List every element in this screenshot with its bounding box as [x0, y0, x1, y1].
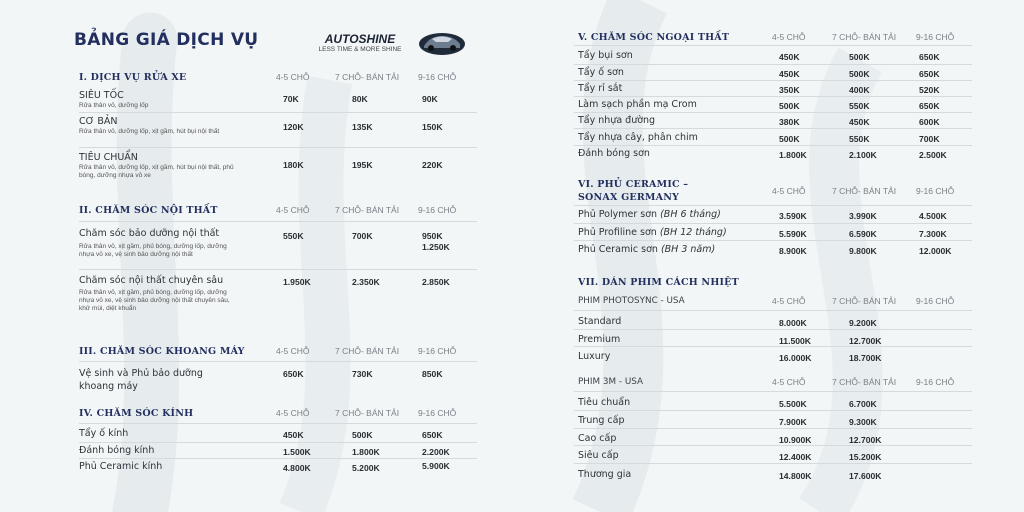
item-name: SIÊU TỐC: [79, 90, 124, 101]
col-head-4-5: 4-5 CHỖ: [276, 408, 310, 418]
item-name: Tiêu chuẩn: [578, 397, 631, 408]
row-divider: [574, 310, 972, 311]
item-name: Cao cấp: [578, 433, 617, 444]
price-7: 2.100K: [849, 150, 877, 160]
col-head-9-16: 9-16 CHỖ: [418, 205, 457, 215]
price-9-16: 90K: [422, 94, 438, 104]
col-head-4-5: 4-5 CHỖ: [772, 32, 806, 42]
price-9-16: 2.200K: [422, 447, 450, 457]
row-divider: [574, 410, 972, 411]
section-title-glass: IV. CHĂM SÓC KÍNH: [79, 408, 194, 419]
price-4-5: 8.000K: [779, 318, 807, 328]
item-name: Đánh bóng sơn: [578, 148, 650, 159]
col-head-7: 7 CHỖ- BÁN TẢI: [335, 205, 400, 215]
row-divider: [79, 269, 477, 270]
price-7: 18.700K: [849, 353, 882, 363]
row-divider: [574, 112, 972, 113]
item-name: Vệ sinh và Phủ bảo dưỡng khoang máy: [79, 368, 203, 392]
item-desc: Rửa thân vỏ, dưỡng lốp, xịt gầm, hút bụi nội thất: [79, 128, 220, 135]
price-4-5: 5.590K: [779, 229, 807, 239]
item-name: Chăm sóc bảo dưỡng nội thất: [79, 228, 220, 239]
price-9-16: 600K: [919, 117, 940, 127]
price-7: 730K: [352, 369, 373, 379]
warranty-note: (BH 12 tháng): [659, 227, 727, 238]
col-head-7: 7 CHỖ- BÁN TẢI: [335, 408, 400, 418]
item-name-text: Phủ Polymer sơn: [578, 209, 658, 220]
row-divider: [574, 145, 972, 146]
item-name: Đánh bóng kính: [79, 445, 155, 456]
price-4-5: 70K: [283, 94, 299, 104]
section-title-interior: II. CHĂM SÓC NỘI THẤT: [79, 205, 218, 216]
section-title-ceramic: VI. PHỦ CERAMIC –: [578, 179, 689, 190]
price-7: 15.200K: [849, 452, 882, 462]
section-title-ceramic-brand: SONAX GERMANY: [578, 192, 680, 203]
col-head-9-16: 9-16 CHỖ: [418, 346, 457, 356]
col-head-4-5: 4-5 CHỖ: [276, 72, 310, 82]
price-9-16: 650K: [919, 101, 940, 111]
item-name: Tẩy ố sơn: [578, 67, 624, 78]
item-name: [578, 227, 727, 238]
price-7: 17.600K: [849, 471, 882, 481]
warranty-note: (BH 3 năm): [660, 244, 716, 255]
item-name: CƠ BẢN: [79, 116, 118, 127]
price-9-16: 950K: [422, 231, 443, 241]
item-name: Tẩy nhựa cây, phân chim: [578, 132, 698, 143]
price-9-16: 850K: [422, 369, 443, 379]
price-4-5: 7.900K: [779, 417, 807, 427]
row-divider: [574, 205, 972, 206]
col-head-4-5: 4-5 CHỖ: [772, 186, 806, 196]
car-icon: [418, 30, 466, 56]
item-name: Tẩy rỉ sắt: [578, 83, 623, 94]
price-9-16: 12.000K: [919, 246, 952, 256]
row-divider: [79, 458, 477, 459]
row-divider: [574, 391, 972, 392]
section-title-film: VII. DÁN PHIM CÁCH NHIỆT: [578, 277, 739, 288]
section-title-wash: I. DỊCH VỤ RỬA XE: [79, 72, 187, 83]
price-4-5: 380K: [779, 117, 800, 127]
row-divider: [574, 45, 972, 46]
price-4-5: 1.800K: [779, 150, 807, 160]
price-9-16: 2.850K: [422, 277, 450, 287]
price-9-16: 650K: [919, 69, 940, 79]
brand-name: AUTOSHINE: [324, 32, 396, 46]
price-4-5: 1.950K: [283, 277, 311, 287]
row-divider: [574, 80, 972, 81]
price-4-5: 650K: [283, 369, 304, 379]
price-4-5: 10.900K: [779, 435, 812, 445]
price-4-5: 1.500K: [283, 447, 311, 457]
item-name-text: Phủ Profiline sơn: [578, 227, 657, 238]
row-divider: [79, 147, 477, 148]
item-desc: Rửa thân vỏ, dưỡng lốp: [79, 102, 149, 109]
price-7: 450K: [849, 117, 870, 127]
item-name: Standard: [578, 316, 622, 327]
item-name: Chăm sóc nội thất chuyên sâu: [79, 275, 224, 286]
row-divider: [574, 96, 972, 97]
item-name: TIÊU CHUẨN: [79, 152, 138, 163]
price-4-5: 550K: [283, 231, 304, 241]
item-name: Làm sạch phần mạ Crom: [578, 99, 697, 110]
price-4-5: 11.500K: [779, 336, 812, 346]
price-7: 6.700K: [849, 399, 877, 409]
row-divider: [574, 64, 972, 65]
col-head-7: 7 CHỖ- BÁN TẢI: [832, 377, 897, 387]
col-head-9-16: 9-16 CHỖ: [916, 377, 955, 387]
item-name: Trung cấp: [578, 415, 625, 426]
price-7: 9.200K: [849, 318, 877, 328]
price-4-5: 500K: [779, 134, 800, 144]
price-7: 80K: [352, 94, 368, 104]
price-4-5: 450K: [283, 430, 304, 440]
price-9-16: 150K: [422, 122, 443, 132]
item-name: [578, 209, 721, 220]
item-name: Siêu cấp: [578, 450, 619, 461]
col-head-7: 7 CHỖ- BÁN TẢI: [335, 72, 400, 82]
item-desc: Rửa thân vỏ, xịt gầm, phủ bóng, dưỡng lốp, dưỡng nhựa vỏ xe, vệ sinh bảo dưỡng nội thất: [79, 243, 227, 258]
price-7: 500K: [849, 52, 870, 62]
item-name: [578, 244, 715, 255]
film-group-photosync: PHIM PHOTOSYNC - USA: [578, 296, 685, 306]
price-4-5: 12.400K: [779, 452, 812, 462]
price-7: 550K: [849, 134, 870, 144]
price-4-5: 3.590K: [779, 211, 807, 221]
row-divider: [574, 128, 972, 129]
price-9-16: 5.900K: [422, 461, 450, 471]
price-7: 400K: [849, 85, 870, 95]
item-name: Thương gia: [578, 469, 632, 480]
price-7: 9.300K: [849, 417, 877, 427]
row-divider: [574, 223, 972, 224]
col-head-9-16: 9-16 CHỖ: [916, 296, 955, 306]
price-4-5: 16.000K: [779, 353, 812, 363]
row-divider: [79, 361, 477, 362]
section-title-exterior: V. CHĂM SÓC NGOẠI THẤT: [578, 32, 730, 43]
price-4-5: 180K: [283, 160, 304, 170]
brand-tagline: LESS TIME & MORE SHINE: [318, 46, 402, 53]
price-4-5: 8.900K: [779, 246, 807, 256]
col-head-9-16: 9-16 CHỖ: [916, 186, 955, 196]
row-divider: [79, 442, 477, 443]
price-7: 500K: [849, 69, 870, 79]
col-head-7: 7 CHỖ- BÁN TẢI: [832, 32, 897, 42]
col-head-4-5: 4-5 CHỖ: [276, 205, 310, 215]
price-7: 195K: [352, 160, 373, 170]
row-divider: [79, 221, 477, 222]
price-9-16: 700K: [919, 134, 940, 144]
row-divider: [79, 112, 477, 113]
price-4-5: 5.500K: [779, 399, 807, 409]
col-head-9-16: 9-16 CHỖ: [916, 32, 955, 42]
price-7: 135K: [352, 122, 373, 132]
row-divider: [574, 240, 972, 241]
section-title-engine: III. CHĂM SÓC KHOANG MÁY: [79, 346, 245, 357]
price-7: 6.590K: [849, 229, 877, 239]
item-name: Tẩy nhựa đường: [578, 115, 656, 126]
row-divider: [574, 346, 972, 347]
price-9-16: 7.300K: [919, 229, 947, 239]
row-divider: [574, 428, 972, 429]
col-head-7: 7 CHỖ- BÁN TẢI: [832, 296, 897, 306]
price-7: 2.350K: [352, 277, 380, 287]
price-4-5: 14.800K: [779, 471, 812, 481]
price-7: 550K: [849, 101, 870, 111]
item-name: Luxury: [578, 351, 611, 362]
price-9-16: 650K: [422, 430, 443, 440]
price-4-5: 4.800K: [283, 463, 311, 473]
col-head-9-16: 9-16 CHỖ: [418, 72, 457, 82]
col-head-7: 7 CHỖ- BÁN TẢI: [335, 346, 400, 356]
price-7: 700K: [352, 231, 373, 241]
item-desc: Rửa thân vỏ, dưỡng lốp, xịt gầm, hút bụi nội thất, phủ bóng, dưỡng nhựa vỏ xe: [79, 164, 234, 179]
col-head-9-16: 9-16 CHỖ: [418, 408, 457, 418]
item-name: Tẩy ố kính: [79, 428, 129, 439]
row-divider: [574, 463, 972, 464]
right-page: [512, 0, 1024, 512]
price-9-16-alt: 1.250K: [422, 242, 450, 252]
price-7: 1.800K: [352, 447, 380, 457]
price-9-16: 4.500K: [919, 211, 947, 221]
price-7: 12.700K: [849, 336, 882, 346]
col-head-4-5: 4-5 CHỖ: [772, 296, 806, 306]
price-7: 12.700K: [849, 435, 882, 445]
price-4-5: 350K: [779, 85, 800, 95]
price-9-16: 220K: [422, 160, 443, 170]
price-4-5: 500K: [779, 101, 800, 111]
col-head-4-5: 4-5 CHỖ: [276, 346, 310, 356]
brand-logo: [304, 30, 464, 66]
price-9-16: 2.500K: [919, 150, 947, 160]
row-divider: [574, 329, 972, 330]
col-head-4-5: 4-5 CHỖ: [772, 377, 806, 387]
row-divider: [79, 423, 477, 424]
row-divider: [574, 445, 972, 446]
price-4-5: 450K: [779, 69, 800, 79]
film-group-3m: PHIM 3M - USA: [578, 377, 644, 387]
price-7: 5.200K: [352, 463, 380, 473]
page-title: BẢNG GIÁ DỊCH VỤ: [74, 30, 259, 50]
item-name: Phủ Ceramic kính: [79, 461, 163, 472]
price-9-16: 650K: [919, 52, 940, 62]
warranty-note: (BH 6 tháng): [660, 209, 721, 220]
item-name: Premium: [578, 334, 621, 345]
price-9-16: 520K: [919, 85, 940, 95]
item-desc: Rửa thân vỏ, xịt gầm, phủ bóng, dưỡng lốp, dưỡng nhựa vỏ xe, vệ sinh bảo dưỡng nội thất chuyên sâu, khử mùi, diệt khuẩn: [79, 289, 230, 312]
col-head-7: 7 CHỖ- BÁN TẢI: [832, 186, 897, 196]
price-7: 3.990K: [849, 211, 877, 221]
price-7: 500K: [352, 430, 373, 440]
price-4-5: 120K: [283, 122, 304, 132]
price-7: 9.800K: [849, 246, 877, 256]
item-name-text: Phủ Ceramic sơn: [578, 244, 658, 255]
price-4-5: 450K: [779, 52, 800, 62]
item-name: Tẩy bụi sơn: [578, 50, 633, 61]
